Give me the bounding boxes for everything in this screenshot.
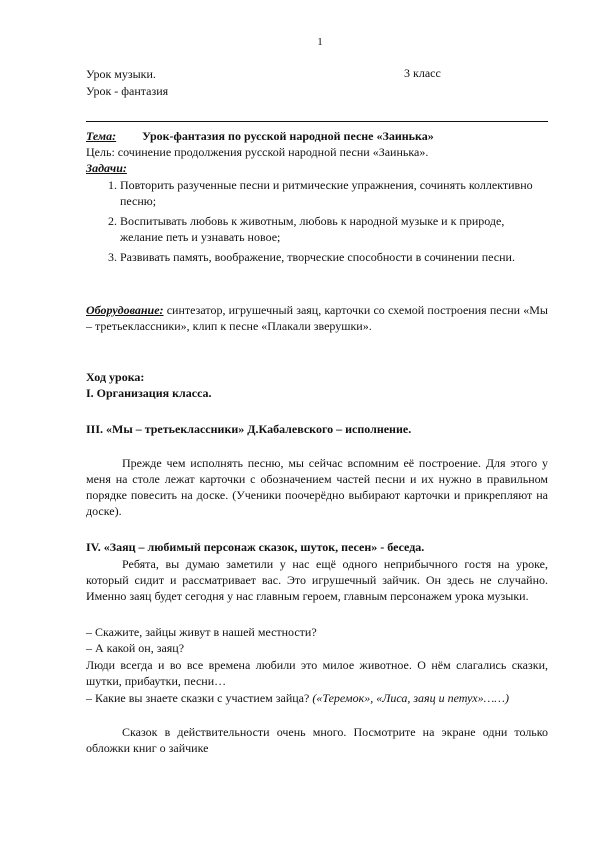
tasks-label xyxy=(86,160,548,176)
tasks-list xyxy=(86,177,548,271)
task-item: 3. Развивать память, воображение, творческие способности в сочинении песни. xyxy=(120,249,548,265)
question-3 xyxy=(86,690,548,706)
topic-text: Урок-фантазия по русской народной песне «Заинька» xyxy=(142,129,434,143)
question-2: – А какой он, заяц? xyxy=(86,641,185,655)
task-item: 1. Повторить разученные песни и ритмические упражнения, сочинять коллективно песню; xyxy=(120,177,548,209)
paragraph-song-structure: Прежде чем исполнять песню, мы сейчас вспомним её построение. Для этого у меня на столе лежат карточки с обозначением частей песни и их нужно в правильном порядке повесить на доске. (Ученики поочерёдно выбирают карточки и прикрепляют на доске). xyxy=(86,456,548,518)
equipment-text: синтезатор, игрушечный заяц, карточки со схемой построения песни «Мы – третьеклассники», клип к песне «Плакали зверушки». xyxy=(86,303,548,333)
paragraph-people-love: Люди всегда и во все времена любили это милое животное. О нём слагались сказки, шутки, прибаутки, песни… xyxy=(86,658,548,688)
header-divider xyxy=(86,121,548,122)
course-part-1: I. Организация класса. xyxy=(86,386,212,400)
task-item: 2. Воспитывать любовь к животным, любовь к народной музыке и к природе, желание петь и узнавать новое; xyxy=(120,213,548,245)
paragraph-hare-guest: Ребята, вы думаю заметили у нас ещё одного неприбычного гостя на уроке, который сидит и рассматривает вас. Это игрушечный зайчик. Он здесь не случайно. Именно заяц будет сегодня у нас главным героем, главным персонажем урока музыки. xyxy=(86,557,548,603)
paragraph-many-tales: Сказок в действительности очень много. Посмотрите на экране одни только обложки книг о зайчике xyxy=(86,725,548,755)
question-3-text: – Какие вы знаете сказки с участием зайца? xyxy=(86,691,313,705)
page-number: 1 xyxy=(317,36,323,48)
header-subject: Урок музыки. xyxy=(86,67,156,81)
question-1: – Скажите, зайцы живут в нашей местности? xyxy=(86,625,317,639)
question-3-examples: («Теремок», «Лиса, заяц и петух»……) xyxy=(312,691,509,705)
course-part-4: IV. «Заяц – любимый персонаж сказок, шуток, песен» - беседа. xyxy=(86,540,425,554)
course-title: Ход урока: xyxy=(86,370,145,384)
goal-line: Цель: сочинение продолжения русской народной песни «Заинька». xyxy=(86,145,429,159)
header-lesson-type: Урок - фантазия xyxy=(86,84,169,98)
course-part-3: III. «Мы – третьеклассники» Д.Кабалевского – исполнение. xyxy=(86,422,412,436)
equipment-label: Оборудование: xyxy=(86,303,164,317)
tasks-label-text: Задачи: xyxy=(86,161,127,175)
header-grade: 3 класс xyxy=(404,66,441,80)
equipment-paragraph xyxy=(86,302,548,334)
topic-line xyxy=(86,128,548,144)
topic-label: Тема: xyxy=(86,129,117,143)
